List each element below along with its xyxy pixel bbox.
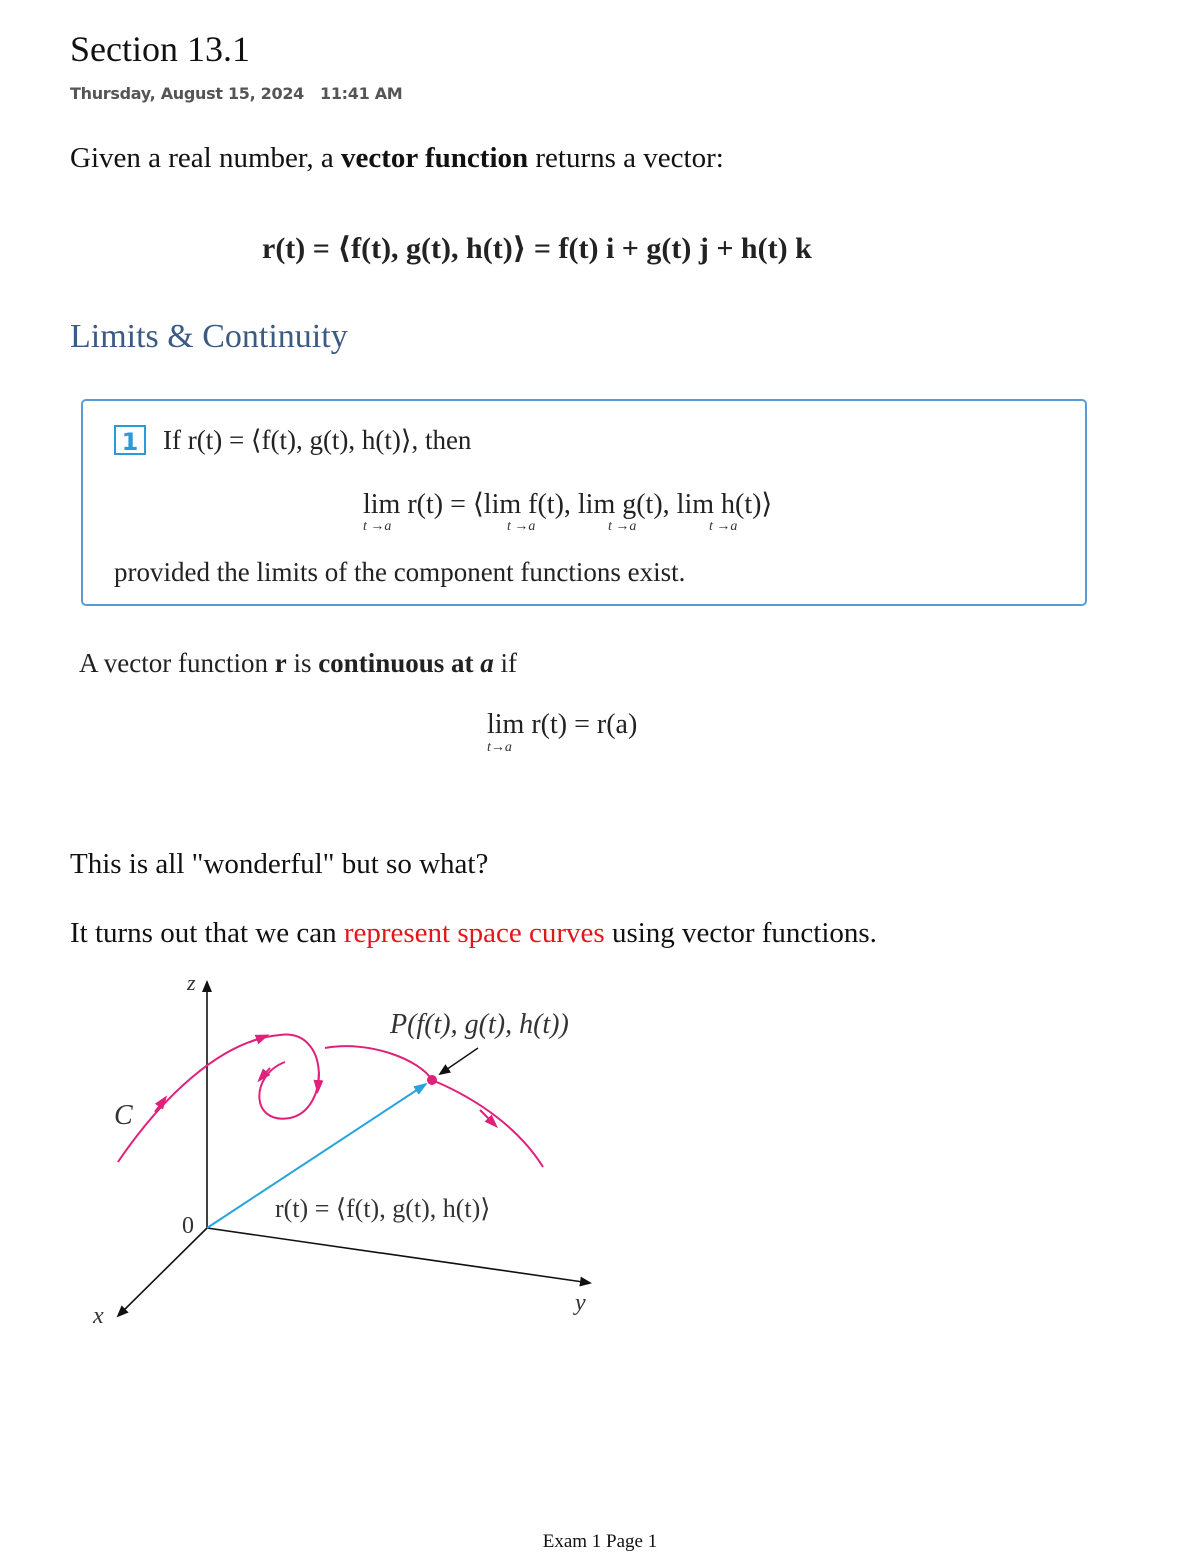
continuity-pre: A vector function: [79, 648, 275, 678]
definition-formula: r(t) = ⟨f(t), g(t), h(t)⟩ = f(t) i + g(t) j + h(t) k: [262, 232, 812, 265]
theorem-subscript-4: t →a: [709, 519, 738, 534]
intro-paragraph: [70, 142, 724, 175]
theorem-subscript-1: t →a: [363, 519, 392, 534]
origin-label: 0: [182, 1213, 194, 1239]
theorem-statement: If r(t) = ⟨f(t), g(t), h(t)⟩, then: [163, 425, 472, 455]
continuity-subscript: t→a: [487, 740, 512, 755]
continuity-a: a: [480, 648, 494, 678]
continuity-post: if: [493, 648, 517, 678]
theorem-formula: lim r(t) = ⟨lim f(t), lim g(t), lim h(t)⟩: [363, 489, 773, 520]
page-title: Section 13.1: [70, 29, 250, 69]
continuity-statement: [79, 648, 517, 679]
curve-label: C: [114, 1100, 133, 1131]
x-axis-label: x: [93, 1303, 104, 1329]
curve-arrow-2: [250, 1037, 263, 1042]
y-axis: [207, 1228, 590, 1283]
paragraph2-pre: It turns out that we can: [70, 917, 344, 949]
space-curve-tail: [325, 1046, 543, 1167]
point-label: P(f(t), g(t), h(t)): [390, 1009, 569, 1040]
z-axis-label: z: [187, 970, 196, 995]
x-axis: [118, 1228, 207, 1316]
section-heading: Limits & Continuity: [70, 318, 348, 355]
continuity-r: r: [274, 648, 287, 678]
page-date: Thursday, August 15, 2024: [70, 84, 305, 103]
paragraph-space-curves: [70, 917, 877, 950]
paragraph2-highlight: represent space curves: [343, 917, 605, 949]
page-footer: Exam 1 Page 1: [542, 1531, 658, 1552]
continuity-mid: is: [286, 648, 319, 678]
theorem-box: [81, 399, 1087, 606]
intro-post: returns a vector:: [528, 142, 724, 174]
point-p-pointer: [440, 1048, 478, 1074]
space-curve: [118, 1035, 319, 1162]
point-p: [427, 1075, 437, 1085]
intro-pre: Given a real number, a: [70, 142, 341, 174]
y-axis-label: y: [575, 1290, 586, 1316]
continuity-bold: continuous at: [318, 648, 474, 678]
vector-label: r(t) = ⟨f(t), g(t), h(t)⟩: [275, 1194, 491, 1223]
continuity-formula: lim r(t) = r(a): [487, 709, 638, 740]
theorem-subscript-3: t →a: [608, 519, 637, 534]
space-curve-figure: [0, 960, 700, 1340]
theorem-proviso: provided the limits of the component functions exist.: [114, 557, 686, 587]
theorem-subscript-2: t →a: [507, 519, 536, 534]
intro-bold: vector function: [341, 142, 529, 174]
page-time: 11:41 AM: [320, 84, 403, 103]
paragraph-so-what: This is all "wonderful" but so what?: [70, 848, 489, 880]
curve-arrow-3: [318, 1072, 319, 1087]
paragraph2-post: using vector functions.: [604, 917, 877, 949]
theorem-number: 1: [114, 425, 146, 455]
